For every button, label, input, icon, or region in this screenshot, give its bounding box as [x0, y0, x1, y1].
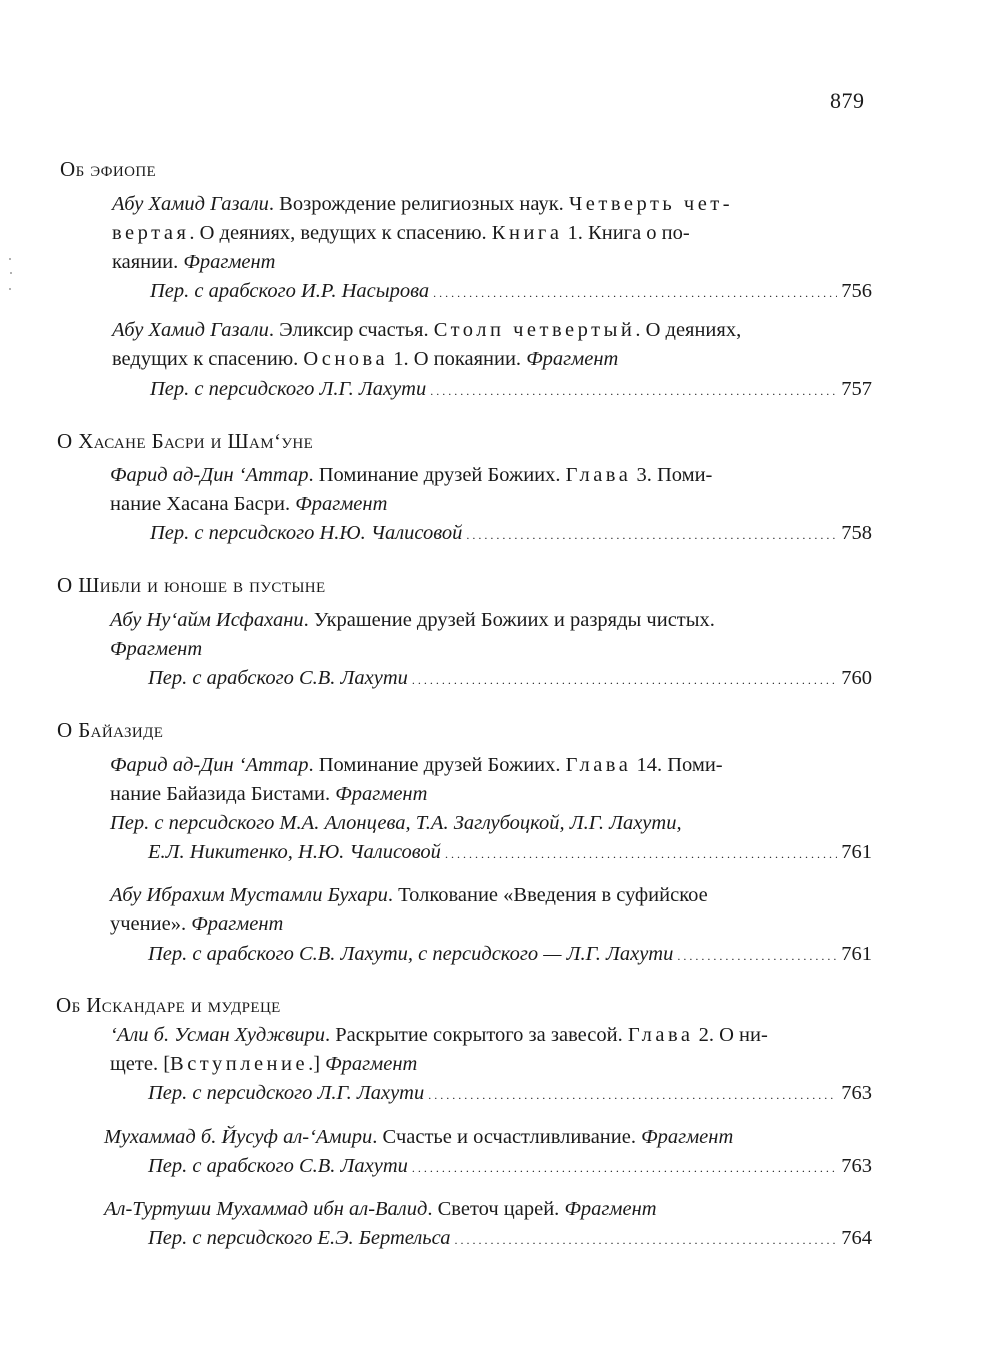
- scan-specks: [8, 258, 14, 318]
- translator-credit: Пер. с арабского С.В. Лахути, с персидского — Л.Г. Лахути: [148, 943, 674, 965]
- dot-leader: [433, 277, 837, 307]
- spaced-text: Основа: [303, 348, 389, 370]
- toc-entry-link[interactable]: [148, 940, 872, 970]
- title-text: 2. О ни-: [693, 1024, 768, 1046]
- page-ref: 763: [841, 1082, 872, 1104]
- entry-title-line: [112, 219, 690, 247]
- translator-credit: Пер. с арабского С.В. Лахути: [148, 1155, 408, 1177]
- dot-leader: [466, 519, 837, 549]
- spaced-text: Глава: [565, 754, 632, 776]
- entry-title-line: [112, 248, 275, 276]
- dot-leader: [412, 664, 837, 694]
- toc-entry-link[interactable]: [148, 664, 872, 694]
- section-heading: Об Искандаре и мудреце: [56, 993, 281, 1017]
- spaced-text: Вступление: [170, 1053, 309, 1075]
- italic-text: Фрагмент: [325, 1053, 418, 1075]
- title-text: . Раскрытие сокрытого за завесой.: [325, 1024, 628, 1046]
- italic-text: Фарид ад-Дин ‘Аттар: [110, 754, 309, 776]
- spaced-text: вертая: [112, 222, 190, 244]
- title-text: . Счастье и осчастливливание.: [372, 1126, 642, 1148]
- toc-entry-link[interactable]: [150, 277, 872, 307]
- spaced-text: Глава: [565, 464, 632, 486]
- title-text: . Поминание друзей Божиих.: [308, 754, 566, 776]
- translator-credit: Пер. с персидского Е.Э. Бертельса: [148, 1227, 451, 1249]
- toc-entry-link[interactable]: [148, 1079, 872, 1109]
- title-text: . Украшение друзей Божиих и разряды чистых.: [303, 609, 715, 631]
- toc-entry-link[interactable]: [150, 375, 872, 405]
- title-text: щете. [: [110, 1053, 171, 1075]
- entry-title-line: [110, 910, 283, 938]
- entry-title-line: [110, 780, 427, 808]
- section-heading: Об эфиопе: [60, 157, 157, 181]
- title-text: нание Хасана Басри.: [110, 493, 296, 515]
- italic-text: Мухаммад б. Йусуф ал-‘Амири: [104, 1126, 373, 1148]
- section-heading: О Байазиде: [57, 718, 164, 742]
- spaced-text: Глава: [627, 1024, 694, 1046]
- italic-text: Фрагмент: [641, 1126, 734, 1148]
- toc-entry-link[interactable]: [148, 1224, 872, 1254]
- title-text: учение».: [110, 913, 192, 935]
- title-text: 1. Книга о по-: [562, 222, 690, 244]
- entry-title-line: [110, 1050, 417, 1078]
- title-text: .]: [308, 1053, 326, 1075]
- dot-leader: [430, 375, 837, 405]
- italic-text: Фрагмент: [110, 638, 203, 660]
- page-ref: 763: [841, 1155, 872, 1177]
- entry-title-line: [104, 1123, 733, 1151]
- page-ref: 761: [841, 943, 872, 965]
- translator-credit: Пер. с персидского Н.Ю. Чалисовой: [150, 522, 463, 544]
- section-heading: О Хасане Басри и Шам‘уне: [57, 429, 314, 453]
- title-text: . О деяниях, ведущих к спасению.: [189, 222, 492, 244]
- italic-text: Фрагмент: [183, 251, 276, 273]
- title-text: . Светоч царей.: [427, 1198, 565, 1220]
- dot-leader: [454, 1224, 837, 1254]
- italic-text: Фарид ад-Дин ‘Аттар: [110, 464, 309, 486]
- title-text: каянии.: [112, 251, 184, 273]
- translator-credit: Пер. с арабского И.Р. Насырова: [150, 280, 430, 302]
- toc-entry-link[interactable]: [148, 1152, 872, 1182]
- italic-text: Ал-Туртуши Мухаммад ибн ал-Валид: [104, 1198, 428, 1220]
- title-text: . Эликсир счастья.: [268, 319, 434, 341]
- italic-text: Фрагмент: [335, 783, 428, 805]
- title-text: . Поминание друзей Божиих.: [308, 464, 566, 486]
- entry-title-line: [110, 635, 202, 663]
- title-text: 3. Поми-: [631, 464, 713, 486]
- entry-title-line: [110, 490, 387, 518]
- italic-text: Абу Хамид Газали: [112, 193, 269, 215]
- entry-title-line: [110, 461, 712, 489]
- entry-title-line: [110, 1021, 768, 1049]
- italic-text: Абу Хамид Газали: [112, 319, 269, 341]
- spaced-text: Четверть чет-: [568, 193, 734, 215]
- title-text: 14. Поми-: [631, 754, 723, 776]
- italic-text: Фрагмент: [191, 913, 284, 935]
- italic-text: Пер. с персидского М.А. Алонцева, Т.А. Заглубоцкой, Л.Г. Лахути,: [110, 812, 682, 834]
- entry-title-line: [110, 606, 715, 634]
- spaced-text: Столп четвертый: [433, 319, 636, 341]
- toc-entry-link[interactable]: [148, 838, 872, 868]
- translator-credit: Е.Л. Никитенко, Н.Ю. Чалисовой: [148, 841, 441, 863]
- translator-credit: Пер. с персидского Л.Г. Лахути: [150, 378, 427, 400]
- title-text: 1. О покаянии.: [388, 348, 527, 370]
- section-heading: О Шибли и юноше в пустыне: [57, 573, 326, 597]
- page-ref: 757: [841, 378, 872, 400]
- italic-text: Фрагмент: [526, 348, 619, 370]
- page-ref: 758: [841, 522, 872, 544]
- toc-entry-link[interactable]: [150, 519, 872, 549]
- dot-leader: [412, 1152, 837, 1182]
- entry-title-line: [110, 751, 723, 779]
- spaced-text: Книга: [491, 222, 563, 244]
- entry-title-line: [112, 316, 741, 344]
- dot-leader: [428, 1079, 837, 1109]
- translator-credit: Пер. с арабского С.В. Лахути: [148, 667, 408, 689]
- entry-title-line: [110, 809, 682, 837]
- entry-title-line: [112, 345, 618, 373]
- title-text: нание Байазида Бистами.: [110, 783, 336, 805]
- italic-text: Абу Ибрахим Мустамли Бухари: [110, 884, 388, 906]
- page-ref: 764: [841, 1227, 872, 1249]
- italic-text: Фрагмент: [295, 493, 388, 515]
- entry-title-line: [112, 190, 733, 218]
- page-ref: 756: [841, 280, 872, 302]
- entry-title-line: [104, 1195, 657, 1223]
- title-text: . Толкование «Введения в суфийское: [387, 884, 708, 906]
- dot-leader: [445, 838, 837, 868]
- translator-credit: Пер. с персидского Л.Г. Лахути: [148, 1082, 425, 1104]
- italic-text: ‘Али б. Усман Худжвири: [110, 1024, 326, 1046]
- page-ref: 761: [841, 841, 872, 863]
- entry-title-line: [110, 881, 708, 909]
- page-number: 879: [830, 88, 865, 113]
- dot-leader: [677, 940, 837, 970]
- italic-text: Фрагмент: [564, 1198, 657, 1220]
- title-text: . О деяниях,: [635, 319, 742, 341]
- title-text: ведущих к спасению.: [112, 348, 304, 370]
- page-ref: 760: [841, 667, 872, 689]
- title-text: . Возрождение религиозных наук.: [268, 193, 569, 215]
- italic-text: Абу Ну‘айм Исфахани: [110, 609, 304, 631]
